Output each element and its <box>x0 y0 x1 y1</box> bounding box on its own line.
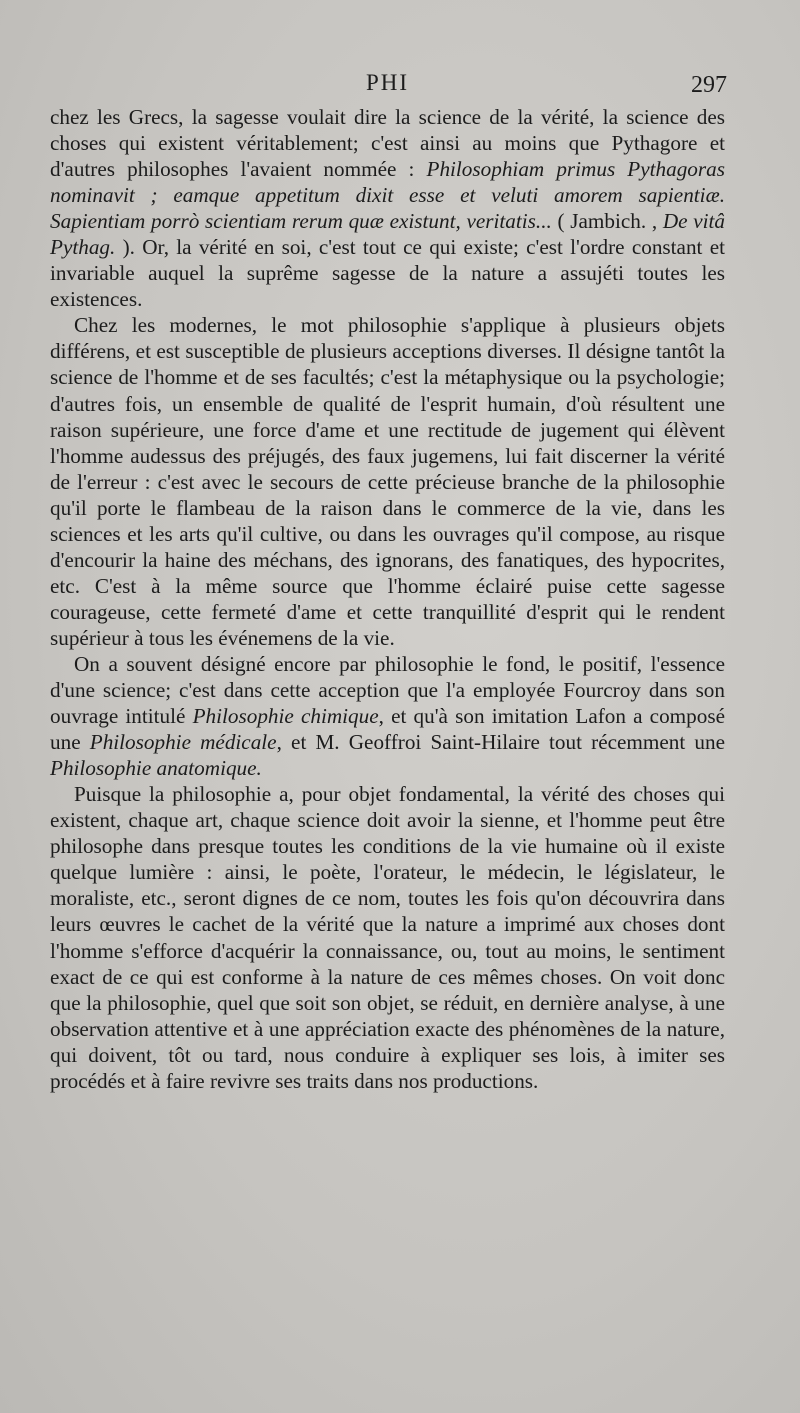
paragraph-4 <box>50 781 725 1094</box>
italic-text-run: De vitâ Pythag. <box>50 209 726 260</box>
running-head: PHI <box>365 70 410 95</box>
book-page <box>50 70 725 1094</box>
paragraph-2 <box>50 312 725 651</box>
italic-text-run: Philosophie chimique <box>192 704 379 729</box>
page-number: 297 <box>691 72 727 98</box>
text-run: chez les Grecs, la sagesse voulait dire la science de la vérité, la science des choses qui existent véritablement; c'est ainsi au moins que Pythagore et d'autres philosophes l'avaient nommée : <box>50 105 725 182</box>
paragraph-3 <box>50 651 725 781</box>
text-run: , et qu'à son imitation Lafon a composé une <box>50 704 725 755</box>
text-run: ( Jambich. , <box>551 209 663 234</box>
text-run: Puisque la philosophie a, pour objet fondamental, la vérité des choses qui existent, chaque art, chaque science doit avoir la sienne, et l'homme peut être philosophe dans presque toutes les conditions de la vie humaine où il existe quelque lumière : ainsi, le poète, l'orateur, le médecin, le législateur, le moraliste, etc., seront dignes de ce nom, toutes les fois qu'on découvrira dans leurs œuvres le cachet de la vérité que la nature a imprimé aux choses dont l'homme s'efforce d'acquérir la connaissance, ou, tout au moins, le sentiment exact de ce qui est conforme à la nature de ces mêmes choses. On voit donc que la philosophie, quel que soit son objet, se réduit, en dernière analyse, à une observation attentive et à une appréciation exacte des phénomènes de la nature, qui doivent, tôt ou tard, nous conduire à expliquer ses lois, à imiter ses procédés et à faire revivre ses traits dans nos productions. <box>50 782 725 1093</box>
paragraph-1 <box>50 104 725 312</box>
italic-text-run: Philosophie médicale <box>89 730 277 755</box>
text-run: On a souvent désigné encore par philosophie le fond, le positif, l'essence d'une science; c'est dans cette acception que l'a employée Fourcroy dans son ouvrage intitulé <box>50 651 725 729</box>
text-run: Chez les modernes, le mot philosophie s'applique à plusieurs objets différens, et est susceptible de plusieurs acceptions diverses. Il désigne tantôt la science de l'homme et de ses facultés; c'est la métaphysique ou la psychologie; d'autres fois, un ensemble de qualité de l'esprit humain, d'où résultent une raison supérieure, une force d'ame et une rectitude de jugement qui élèvent l'homme audessus des préjugés, des faux jugemens, lui fait discerner la vérité de l'erreur : c'est avec le secours de cette précieuse branche de la philosophie qu'il porte le flambeau de la raison dans le commerce de la vie, dans les sciences et les arts qu'il cultive, ou dans les ouvrages qu'il compose, au risque d'encourir la haine des méchans, des ignorans, des fanatiques, des hypocrites, etc. C'est à la même source que l'homme éclairé puise cette sagesse courageuse, cette fermeté d'ame et cette tranquillité d'esprit qui le rendent supérieur à tous les événemens de la vie. <box>50 313 725 650</box>
text-run: ). Or, la vérité en soi, c'est tout ce qui existe; c'est l'ordre constant et invariable auquel la suprême sagesse de la nature a assujéti toutes les existences. <box>50 235 725 312</box>
page-header <box>50 70 725 104</box>
italic-text-run: Philosophiam primus Pythagoras nominavit ; eamque appetitum dixit esse et veluti amorem sapientiæ. Sapientiam porrò scientiam rerum quæ existunt, veritatis... <box>50 157 725 234</box>
italic-text-run: Philosophie anatomique. <box>50 756 262 781</box>
text-run: , et M. Geoffroi Saint-Hilaire tout récemment une <box>276 730 725 755</box>
